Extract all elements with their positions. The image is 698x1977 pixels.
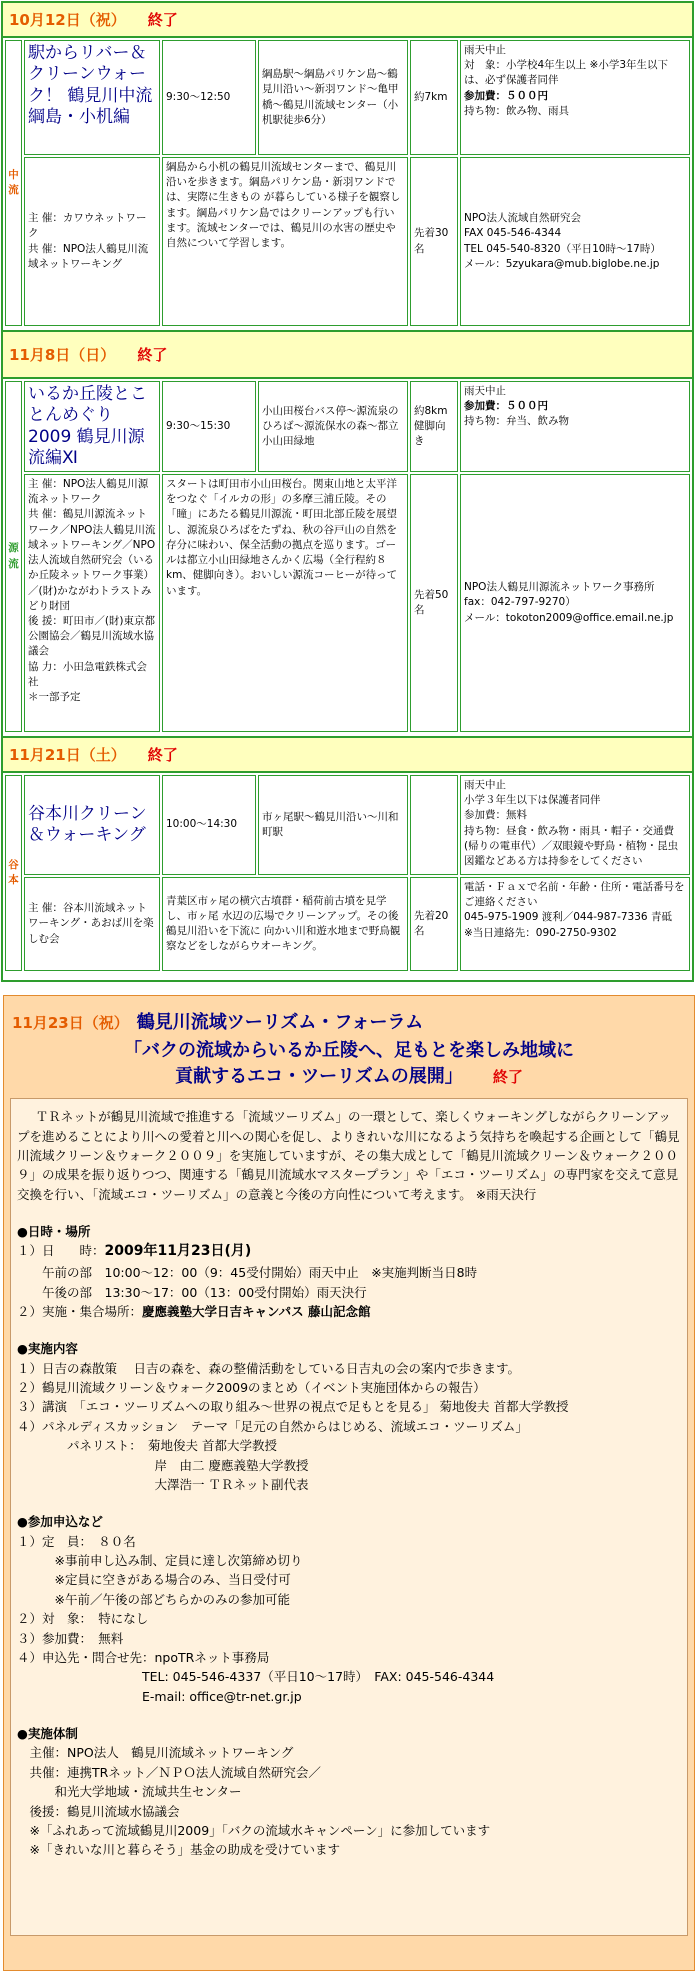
event-route: 市ヶ尾駅～鶴見川沿い～川和町駅	[258, 775, 408, 875]
event-title: いるか丘陵とことんめぐり2009 鶴見川源流編Ⅺ	[28, 384, 147, 468]
event-status: 終了	[147, 746, 178, 764]
event-notes	[460, 381, 690, 472]
content-line: ３）講演 「エコ・ツーリズムへの取り組み～世界の視点で足もとを見る」 菊地俊夫 首都大学教授	[17, 1399, 569, 1415]
schedule-date: 2009年11月23日(月)	[104, 1243, 252, 1260]
event-distance: 約7km	[410, 40, 458, 155]
note-line: 雨天中止	[464, 385, 506, 397]
contact-email: メール：tokoton2009@office.email.ne.jp	[464, 611, 674, 624]
event-capacity: 先着50名	[410, 474, 458, 732]
organizer-line: 共 催：NPO法人鶴見川流域ネットワーキング	[28, 242, 149, 270]
forum-header	[4, 996, 694, 1098]
event-title: 谷本川クリーン＆ウォーキング	[28, 803, 147, 845]
event-route: 綱島駅～綱島パリケン島～鶴見川沿い～新羽ワンド～亀甲橋～鶴見川流域センター（小机駅徒歩6分）	[258, 40, 408, 155]
apply-line: ４）申込先・問合せ先：npoTRネット事務局	[17, 1649, 270, 1665]
event-organizer	[24, 474, 160, 732]
apply-line: ※事前申し込み制、定員に達し次第締め切り	[17, 1553, 303, 1568]
system-line: 共催：連携TRネット／ＮＰＯ法人流域自然研究会／	[17, 1764, 321, 1780]
event-description: スタートは町田市小山田桜台。関東山地と太平洋をつなぐ「イルカの形」の多摩三浦丘陵。その「瞳」にあたる鶴見川源流・町田北部丘陵を展望し、源流泉ひろばをたずね、秋の谷戸山の自然を存分に味わい、保全活動の拠点を巡ります。ゴールは都立小山田緑地さんかく広場（全行程約８km、健脚向き）。おいしい源流コーヒーが待っています。	[162, 474, 408, 732]
organizer-line: ＊一部予定	[28, 691, 81, 704]
forum-date: 11月23日（祝）	[12, 1014, 129, 1032]
schedule-heading: ●日時・場所	[17, 1224, 91, 1240]
forum-subtitle-line: 「バクの流域からいるか丘陵へ、足もとを楽しみ地域に	[124, 1040, 574, 1061]
apply-email: E-mail: office@tr-net.gr.jp	[17, 1688, 302, 1704]
event-capacity: 先着20名	[410, 877, 458, 971]
event-route: 小山田桜台バス停～源流泉のひろば～源流保水の森～都立小山田緑地	[258, 381, 408, 472]
fee-line: 参加費：無料	[464, 809, 527, 822]
event-table	[3, 379, 692, 734]
event-date-header	[3, 330, 692, 379]
system-line: 和光大学地域・流域共生センター	[17, 1784, 242, 1800]
event-contact	[460, 474, 690, 732]
event-table	[3, 38, 692, 328]
system-line: ※「ふれあって流域鶴見川2009」「バクの流域水キャンペーン」に参加しています	[17, 1822, 491, 1838]
schedule-morning: 午前の部 10:00～12：00（9：45受付開始）雨天中止 ※実施判断当日8時	[17, 1265, 478, 1281]
content-line: 岸 由二 慶應義塾大学教授	[17, 1457, 309, 1473]
event-date: 11月8日（日）	[9, 346, 116, 364]
note-line: 持ち物：昼食・飲み物・雨具・帽子・交通費(帰りの電車代）／双眼鏡や野鳥・植物・昆虫図鑑などある方は持参をしてください	[464, 824, 679, 868]
venue-label: ２）実施・集合場所：	[17, 1303, 143, 1319]
content-line: ４）パネルディスカッション テーマ「足元の自然からはじめる、流域エコ・ツーリズム」	[17, 1418, 528, 1434]
schedule-afternoon: 午後の部 13:30～17：00（13：00受付開始）雨天決行	[17, 1284, 367, 1300]
organizer-line: 協 力：小田急電鉄株式会社	[28, 660, 147, 688]
event-title-cell	[24, 40, 160, 155]
forum-intro: ＴＲネットが鶴見川流域で推進する「流域ツーリズム」の一環として、楽しくウォーキングしながらクリーンアップを進めることにより川への愛着と川への関心を促し、よりきれいな川になるよう気持ちを喚起する企画として「鶴見川流域クリーン＆ウォーク２００９」を実施していますが、その集大成として「鶴見川流域クリーン＆ウォーク２００９」の成果を振り返りつつ、関連する「鶴見川流域水マスタープラン」や「エコ・ツーリズム」の専門家を交えて意見交換を行い、「流域エコ・ツーリズム」の意義と今後の方向性について考えます。 ※雨天決行	[17, 1109, 680, 1202]
event-title-cell	[24, 775, 160, 875]
contact-line: ※当日連絡先：090-2750-9302	[464, 926, 617, 939]
event-notes	[460, 40, 690, 155]
event-status: 終了	[147, 11, 178, 29]
event-organizer	[24, 877, 160, 971]
event-description: 青葉区市ヶ尾の横穴古墳群・稲荷前古墳を見学し、市ヶ尾 水辺の広場でクリーンアップ。その後鶴見川沿いを下流に 向かい川和遊水地まで野鳥観察などをしながらウオーキング。	[162, 877, 408, 971]
apply-line: ２）対 象： 特になし	[17, 1611, 149, 1627]
event-time: 9:30～15:30	[162, 381, 256, 472]
event-date: 10月12日（祝）	[9, 11, 126, 29]
note-line: 対 象：小学校4年生以上 ※小学3年生以下は、必ず保護者同伴	[464, 59, 668, 87]
contact-line: TEL 045-540-8320（平日10時～17時）	[464, 242, 661, 255]
event-title-cell	[24, 381, 160, 472]
contact-line: fax：042-797-9270）	[464, 596, 576, 609]
organizer-line: 共 催：鶴見川源流ネットワーク／NPO法人鶴見川流域ネットワーキング／NPO法人流域自然研究会（いるか丘陵ネットワーク事業）／(財)かながわトラストみどり財団	[28, 508, 156, 612]
contact-line: NPO法人流域自然研究会	[464, 212, 581, 225]
event-organizer	[24, 157, 160, 326]
forum-subtitle-line: 貢献するエコ・ツーリズムの展開」	[175, 1066, 463, 1088]
region-label: 中流	[5, 40, 22, 326]
contact-line: 045-975-1909 渡利／044-987-7336 青砥	[464, 911, 672, 924]
system-line: 主催：NPO法人 鶴見川流域ネットワーキング	[17, 1745, 294, 1761]
event-contact	[460, 157, 690, 326]
note-line: 雨天中止	[464, 44, 506, 56]
contact-email: メール：5zyukara@mub.biglobe.ne.jp	[464, 257, 660, 270]
region-label: 谷本	[5, 775, 22, 971]
system-line: ※「きれいな川と暮らそう」基金の助成を受けています	[17, 1842, 340, 1858]
apply-heading: ●参加申込など	[17, 1514, 103, 1530]
content-line: ２）鶴見川流域クリーン＆ウォーク2009のまとめ（イベント実施団体からの報告）	[17, 1380, 486, 1395]
content-line: 大澤浩一 ＴＲネット副代表	[17, 1476, 309, 1492]
note-line: 持ち物：弁当、飲み物	[464, 415, 569, 428]
event-status: 終了	[137, 346, 168, 364]
note-line: 持ち物：飲み物、雨具	[464, 104, 569, 117]
event-time: 9:30～12:50	[162, 40, 256, 155]
forum-title: 鶴見川流域ツーリズム・フォーラム	[136, 1012, 424, 1033]
contact-line: FAX 045-546-4344	[464, 227, 562, 240]
apply-line: ３）参加費： 無料	[17, 1630, 124, 1646]
contact-line: 電話・Ｆａｘで名前・年齢・住所・電話番号をご連絡ください	[464, 881, 685, 909]
content-line: パネリスト： 菊地俊夫 首都大学教授	[17, 1438, 277, 1454]
event-description: 綱島から小机の鶴見川流域センターまで、鶴見川沿いを歩きます。綱島パリケン島・新羽ワンドでは、実際に生きもの が暮らしている様子を観察します。綱島パリケン島ではクリーンアップも行います。流域センターでは、鶴見川の水害の歴史や自然について学習します。	[162, 157, 408, 326]
schedule-label: １）日 時：	[17, 1243, 105, 1259]
region-label: 源流	[5, 381, 22, 732]
event-notes	[460, 775, 690, 875]
venue-name: 慶應義塾大学日吉キャンパス 藤山記念館	[142, 1303, 371, 1319]
organizer-line: 主 催：谷本川流域ネットワーキング・あおば川を楽しむ会	[28, 902, 154, 945]
forum-subtitle	[12, 1038, 686, 1090]
organizer-line: 後 援：町田市／(財)東京都公園協会／鶴見川流域水協議会	[28, 614, 156, 658]
system-line: 後援：鶴見川流域水協議会	[17, 1803, 180, 1819]
apply-line: TEL: 045-546-4337（平日10～17時） FAX: 045-546-4344	[17, 1669, 495, 1685]
apply-line: ※定員に空きがある場合のみ、当日受付可	[17, 1572, 291, 1588]
event-date-header	[3, 736, 692, 773]
event-distance	[410, 775, 458, 875]
organizer-line: 主 催：NPO法人鶴見川源流ネットワーク	[28, 478, 149, 506]
event-date-header	[3, 3, 692, 38]
note-line: 小学３年生以下は保護者同伴	[464, 794, 601, 807]
content-heading: ●実施内容	[17, 1341, 78, 1357]
event-time: 10:00～14:30	[162, 775, 256, 875]
fee-line: 参加費：５００円	[464, 89, 548, 102]
system-heading: ●実施体制	[17, 1726, 78, 1741]
content-line: １）日吉の森散策 日吉の森を、森の整備活動をしている日吉丸の会の案内で歩きます。	[17, 1360, 520, 1376]
event-contact	[460, 877, 690, 971]
note-line: 雨天中止	[464, 779, 506, 791]
event-schedule-panel	[1, 1, 694, 982]
event-title: 駅からリバー＆クリーンウォーク！ 鶴見川中流 綱島・小机編	[28, 43, 153, 127]
organizer-line: 主 催：カワウネットワーク	[28, 212, 147, 240]
apply-line: ※午前／午後の部どちらかのみの参加可能	[17, 1591, 290, 1607]
forum-body	[10, 1098, 688, 1936]
apply-line: １）定 員： ８０名	[17, 1533, 136, 1549]
event-capacity: 先着30名	[410, 157, 458, 326]
forum-panel	[3, 995, 695, 1971]
event-distance: 約8km 健脚向き	[410, 381, 458, 472]
contact-line: NPO法人鶴見川源流ネットワーク事務所	[464, 581, 655, 594]
event-date: 11月21日（土）	[9, 746, 126, 764]
forum-status: 終了	[492, 1068, 523, 1087]
fee-line: 参加費：５００円	[464, 400, 548, 413]
event-table	[3, 773, 692, 973]
